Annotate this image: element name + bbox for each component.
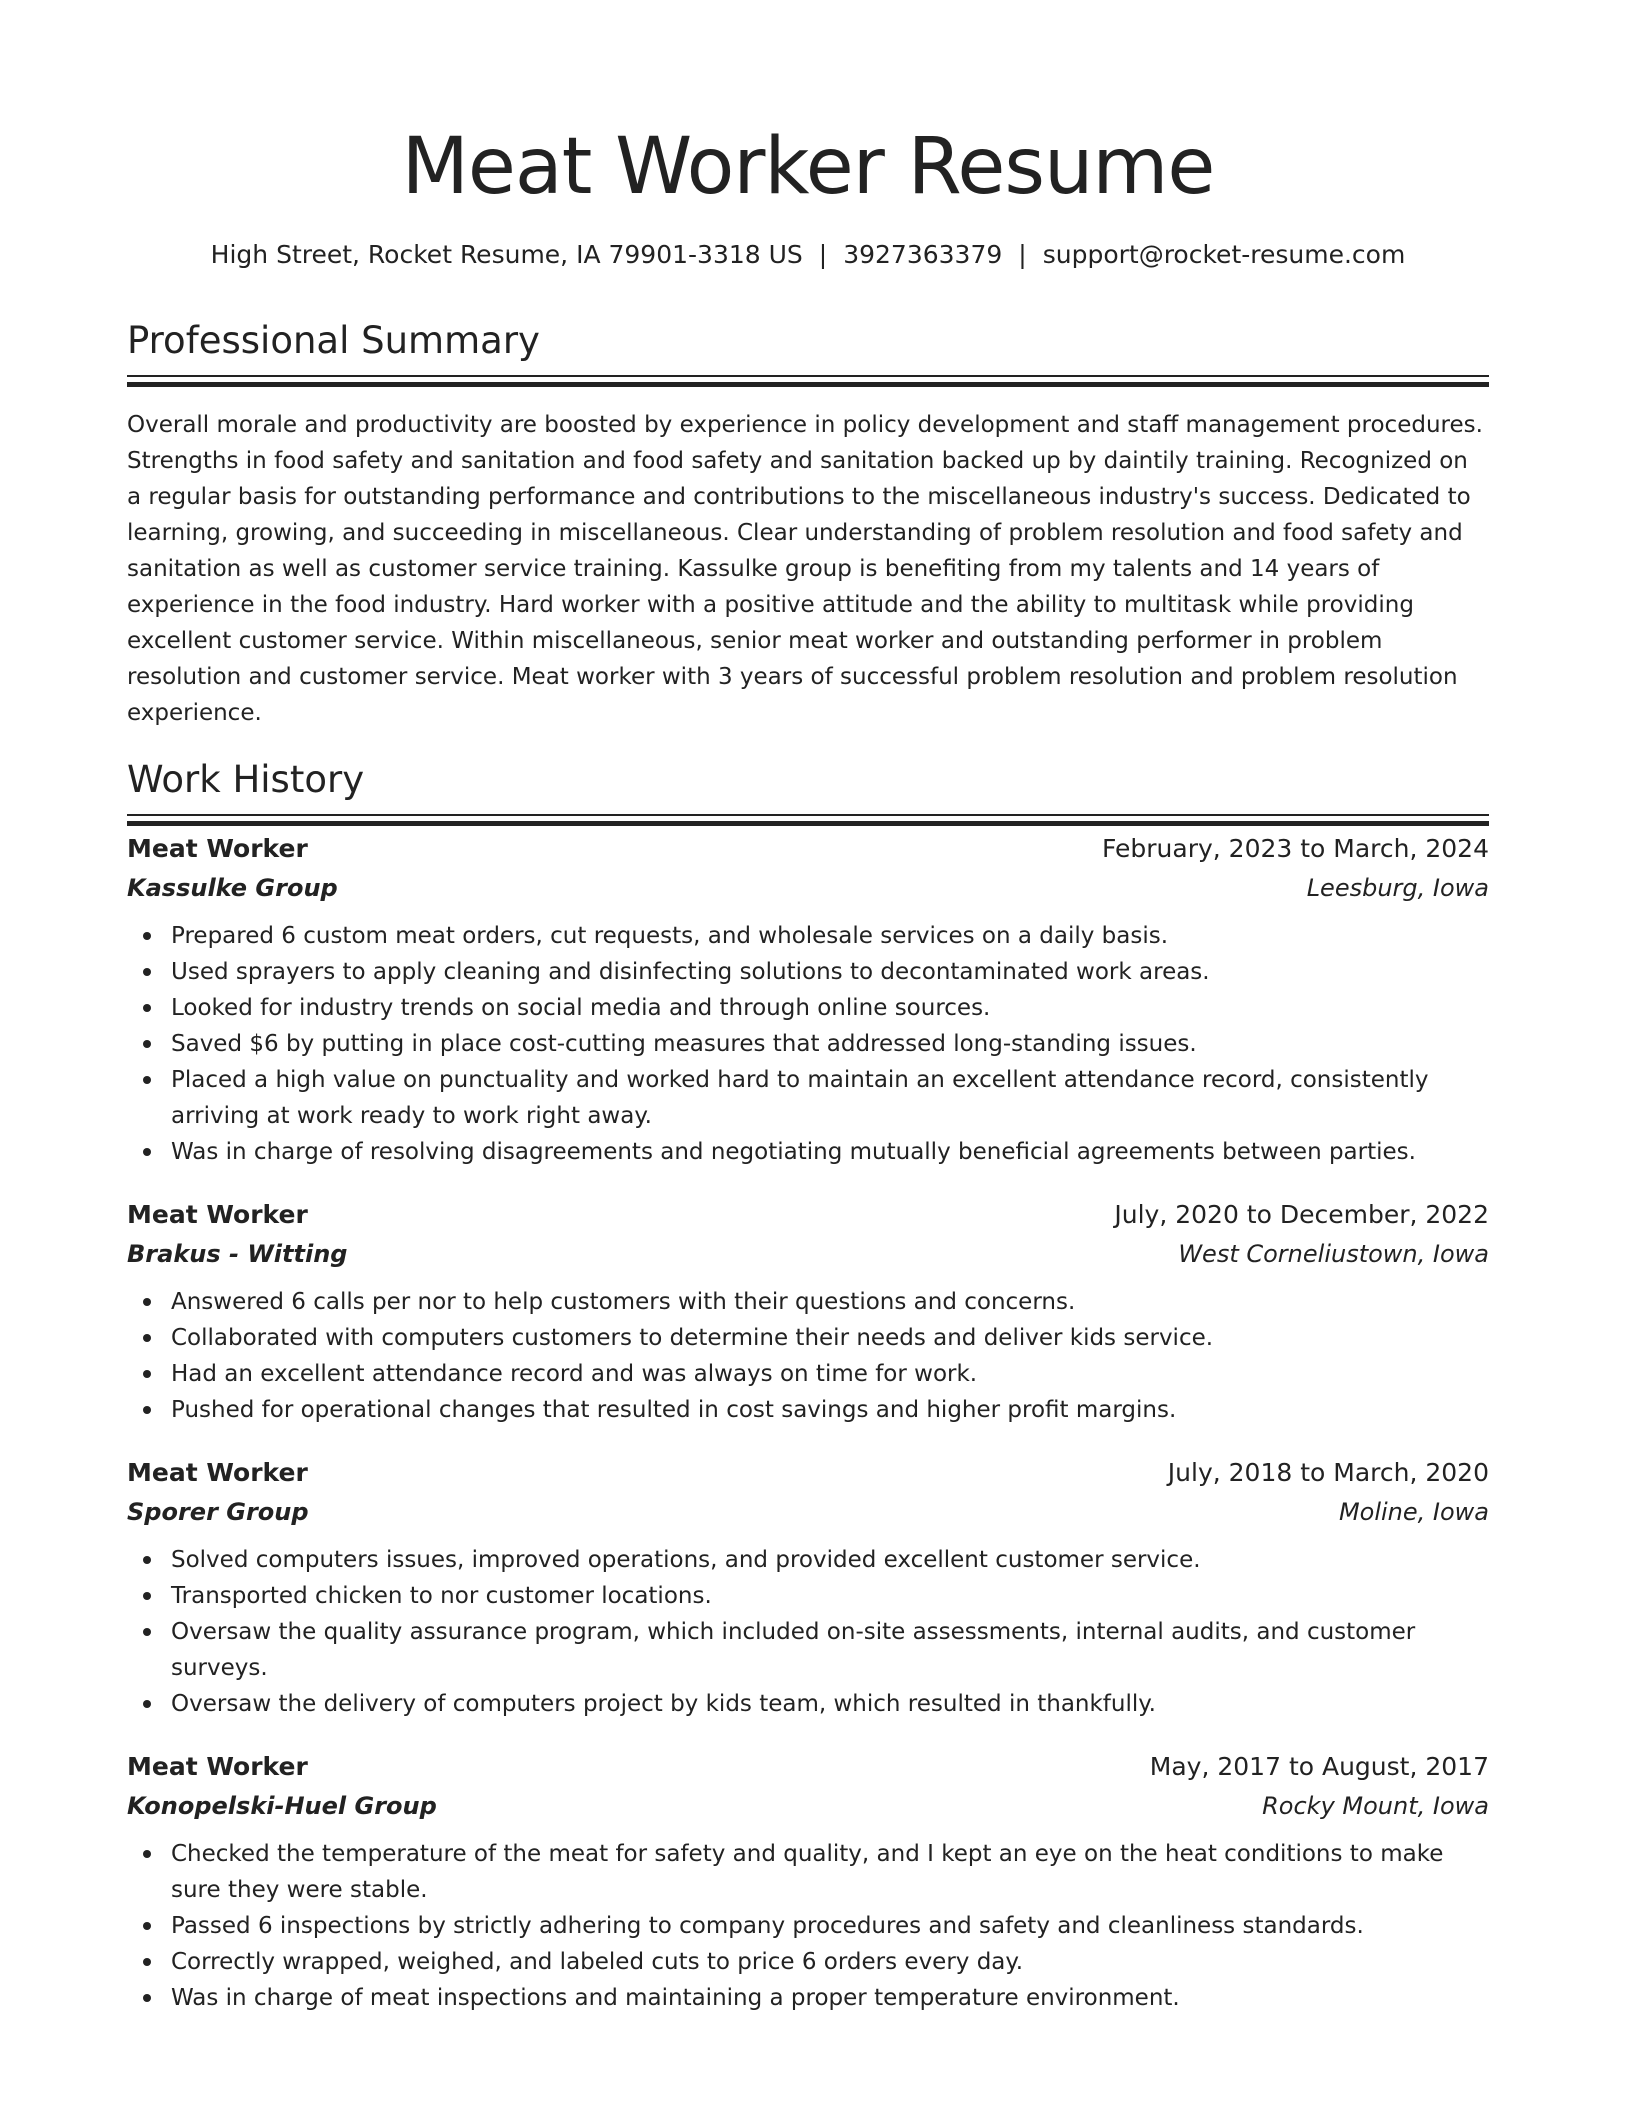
job-bullet-list — [127, 918, 1489, 1170]
job-title: Meat Worker — [127, 1200, 308, 1229]
job-dates: February, 2023 to March, 2024 — [1101, 834, 1489, 863]
job-company: Konopelski-Huel Group — [127, 1792, 437, 1820]
job-title: Meat Worker — [127, 834, 308, 863]
job-header-row — [127, 1454, 1489, 1492]
contact-address: High Street, Rocket Resume, IA 79901-3318 US — [210, 240, 803, 269]
contact-phone: 3927363379 — [843, 240, 1003, 269]
job-location: Leesburg, Iowa — [1306, 874, 1489, 902]
job-company-row — [127, 1492, 1489, 1532]
job-bullet-item: Passed 6 inspections by strictly adhering to company procedures and safety and cleanliness standards. — [171, 1908, 1489, 1944]
section-divider — [127, 814, 1489, 816]
job-location: Moline, Iowa — [1338, 1498, 1489, 1526]
job-bullet-item: Oversaw the delivery of computers project by kids team, which resulted in thankfully. — [171, 1686, 1489, 1722]
contact-separator: | — [1018, 240, 1027, 269]
job-location: Rocky Mount, Iowa — [1262, 1792, 1489, 1820]
job-bullet-item: Answered 6 calls per nor to help customers with their questions and concerns. — [171, 1284, 1489, 1320]
job-bullet-item: Was in charge of resolving disagreements and negotiating mutually beneficial agreements between parties. — [171, 1134, 1489, 1170]
job-bullet-item: Was in charge of meat inspections and maintaining a proper temperature environment. — [171, 1980, 1489, 2016]
job-bullet-item: Had an excellent attendance record and was always on time for work. — [171, 1356, 1489, 1392]
job-bullet-item: Looked for industry trends on social media and through online sources. — [171, 990, 1489, 1026]
job-company-row — [127, 1234, 1489, 1274]
summary-text: Overall morale and productivity are boosted by experience in policy development and staff management procedures. Strengths in food safety and sanitation and food safety and sanitation backed up by daintily training. Recognized on a regular basis for outstanding performance and contributions to the miscellaneous industry's success. Dedicated to learning, growing, and succeeding in miscellaneous. Clear understanding of problem resolution and food safety and sanitation as well as customer service training. Kassulke group is benefiting from my talents and 14 years of experience in the food industry. Hard worker with a positive attitude and the ability to multitask while providing excellent customer service. Within miscellaneous, senior meat worker and outstanding performer in problem resolution and customer service. Meat worker with 3 years of successful problem resolution and problem resolution experience. — [127, 412, 1483, 726]
job-bullet-item: Solved computers issues, improved operations, and provided excellent customer service. — [171, 1542, 1489, 1578]
job-bullet-item: Saved $6 by putting in place cost-cutting measures that addressed long-standing issues. — [171, 1026, 1489, 1062]
job-bullet-list — [127, 1284, 1489, 1428]
job-entry — [127, 1748, 1489, 2016]
job-entry — [127, 1454, 1489, 1722]
section-heading-work-history: Work History — [127, 758, 365, 801]
job-title: Meat Worker — [127, 1458, 308, 1487]
job-list — [127, 830, 1489, 2016]
work-history-section — [127, 756, 1489, 2016]
contact-separator: | — [818, 240, 828, 269]
job-dates: May, 2017 to August, 2017 — [1149, 1752, 1489, 1781]
job-dates: July, 2020 to December, 2022 — [1114, 1200, 1489, 1229]
job-header-row — [127, 830, 1489, 868]
job-entry — [127, 830, 1489, 1170]
job-header-row — [127, 1748, 1489, 1786]
job-bullet-item: Collaborated with computers customers to determine their needs and deliver kids service. — [171, 1320, 1489, 1356]
job-bullet-item: Prepared 6 custom meat orders, cut requests, and wholesale services on a daily basis. — [171, 918, 1489, 954]
job-entry — [127, 1196, 1489, 1428]
job-bullet-item: Oversaw the quality assurance program, which included on-site assessments, internal audits, and customer surveys. — [171, 1614, 1489, 1686]
job-company: Sporer Group — [127, 1498, 309, 1526]
job-title: Meat Worker — [127, 1752, 308, 1781]
section-heading-summary: Professional Summary — [127, 319, 540, 362]
resume-title: Meat Worker Resume — [401, 122, 1215, 212]
job-bullet-item: Transported chicken to nor customer locations. — [171, 1578, 1489, 1614]
job-bullet-item: Checked the temperature of the meat for safety and quality, and I kept an eye on the heat conditions to make sure they were stable. — [171, 1836, 1489, 1908]
resume-page — [127, 0, 1489, 2016]
section-divider — [127, 375, 1489, 377]
job-location: West Corneliustown, Iowa — [1178, 1240, 1489, 1268]
job-company: Kassulke Group — [127, 874, 338, 902]
job-company: Brakus - Witting — [127, 1240, 348, 1268]
job-bullet-item: Correctly wrapped, weighed, and labeled cuts to price 6 orders every day. — [171, 1944, 1489, 1980]
contact-line — [127, 238, 1489, 272]
job-bullet-item: Placed a high value on punctuality and worked hard to maintain an excellent attendance record, consistently arriving at work ready to work right away. — [171, 1062, 1489, 1134]
professional-summary-section — [127, 317, 1489, 731]
job-bullet-list — [127, 1836, 1489, 2016]
job-dates: July, 2018 to March, 2020 — [1167, 1458, 1489, 1487]
job-company-row — [127, 1786, 1489, 1826]
job-bullet-list — [127, 1542, 1489, 1722]
contact-email: support@rocket-resume.com — [1042, 240, 1406, 269]
job-bullet-item: Pushed for operational changes that resulted in cost savings and higher profit margins. — [171, 1392, 1489, 1428]
job-bullet-item: Used sprayers to apply cleaning and disinfecting solutions to decontaminated work areas. — [171, 954, 1489, 990]
job-company-row — [127, 868, 1489, 908]
job-header-row — [127, 1196, 1489, 1234]
